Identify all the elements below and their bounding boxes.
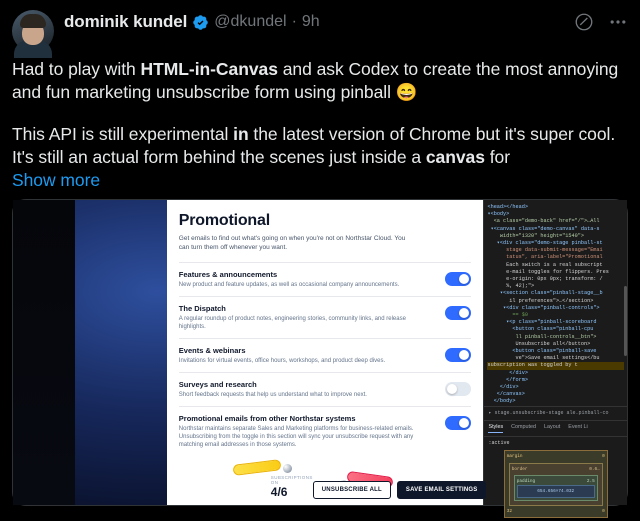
row-title: Promotional emails from other Northstar systems [178, 414, 356, 423]
code-line-highlighted: subscription was toggled by t [487, 362, 624, 369]
grok-icon[interactable] [574, 12, 594, 32]
code-line: Each switch is a real subscript [487, 261, 603, 268]
tab-layout[interactable]: Layout [544, 423, 561, 430]
box-margin-value: 0 [602, 454, 605, 460]
box-model-diagram [504, 450, 608, 518]
devtools-tabs [484, 421, 627, 437]
row-title: Events & webinars [178, 346, 246, 355]
author-handle[interactable]: @dkundel [214, 13, 287, 30]
code-line: <head></head> [487, 204, 528, 210]
row-desc: New product and feature updates, as well as occasional company announcements. [178, 282, 400, 288]
code-line: tatus", aria-label="Promotional [487, 254, 603, 261]
subscription-row[interactable] [179, 406, 472, 456]
verified-badge-icon [192, 14, 209, 31]
tab-computed[interactable]: Computed [511, 423, 537, 430]
code-line: <button class="pinball-cpu [487, 326, 594, 333]
code-line: ▾<section class="pinball-stage__b [487, 290, 603, 297]
form-title: Promotional [178, 212, 270, 229]
row-toggle[interactable] [445, 382, 471, 396]
code-line: %, 42);"> [487, 283, 535, 290]
box-right-value: 0 [602, 509, 605, 515]
author-line [64, 10, 564, 32]
row-desc: Short feedback requests that help us understand what to improve next. [178, 392, 367, 398]
box-border-label: border [511, 466, 528, 472]
devtools-styles-panel [484, 437, 627, 521]
header-actions [574, 10, 628, 32]
devtools-scrollbar[interactable] [624, 286, 627, 356]
row-title: Surveys and research [178, 380, 257, 389]
media-left-gutter [13, 200, 75, 505]
form-subtitle: Get emails to find out what's going on when you're not on Northstar Cloud. You can turn them off whenever you want. [178, 235, 406, 251]
subscription-row[interactable] [179, 262, 472, 296]
counter-label: SUBSCRIPTIONS ON [270, 475, 313, 485]
p2-bold-in: in [233, 124, 249, 144]
code-line: ▾<div class="demo-stage pinball-st [487, 240, 603, 247]
code-line: e-origin: 0px 0px; transform: / [487, 276, 603, 283]
pinball-flipper-yellow[interactable] [232, 459, 281, 476]
code-line: <a class="demo-back" href="/">←All [487, 218, 600, 225]
box-padding-value: 2.5 [586, 478, 595, 484]
unsubscribe-form [167, 200, 484, 505]
save-email-settings-button[interactable]: SAVE EMAIL SETTINGS [397, 481, 487, 499]
subscription-row[interactable] [179, 372, 472, 406]
code-line: </div> [487, 384, 519, 391]
code-line: stage data-submit-message="Emai [487, 247, 603, 254]
code-line: ll pinball-controls__btn"> [487, 333, 597, 340]
tweet-paragraph-2 [12, 123, 628, 169]
counter-value: 4/6 [270, 485, 288, 499]
row-toggle[interactable] [445, 348, 471, 362]
tab-event-listeners[interactable]: Event Li [568, 423, 588, 430]
p2-part-e: for [484, 147, 511, 167]
box-left-value: 32 [506, 509, 513, 515]
tab-styles[interactable]: Styles [488, 424, 503, 433]
tweet-header [12, 10, 628, 52]
code-line: il preferences">…</section> [487, 297, 594, 304]
form-buttons [313, 481, 487, 499]
devtools-breadcrumb[interactable]: ▸ stage.unsubscribe-stage ale.pinball-co [484, 406, 627, 421]
code-line: ▾<body> [487, 211, 510, 218]
separator-dot: · [291, 13, 297, 30]
subscription-row[interactable] [179, 338, 472, 372]
code-line: ▾<div class="pinball-controls"> [487, 304, 600, 311]
p2-part-a: This API is still experimental [12, 124, 234, 144]
row-toggle[interactable] [445, 416, 471, 430]
box-margin-label: margin [506, 454, 523, 460]
row-title: Features & announcements [178, 270, 278, 279]
code-line: == $0 [487, 312, 528, 319]
tweet-text [12, 58, 628, 192]
box-border-value: 0.6… [589, 466, 600, 472]
subscription-counter [271, 475, 313, 499]
unsubscribe-all-button[interactable]: UNSUBSCRIBE ALL [313, 481, 391, 499]
row-desc: Invitations for virtual events, office hours, workshops, and product deep dives. [178, 358, 386, 364]
show-more-link[interactable]: Show more [12, 170, 101, 190]
row-toggle[interactable] [445, 306, 471, 320]
row-desc: Northstar maintains separate Sales and Marketing platforms for business-related emails. Unsubscribing from the toggle in this section will sync your unsubscribe request with any matching email addresses in those systems. [178, 426, 414, 448]
box-content-size: 654.656×74.032 [517, 485, 595, 498]
code-line: </div> [487, 369, 528, 376]
p1-bold-html-in-canvas: HTML-in-Canvas [140, 59, 278, 79]
devtools-pane [483, 200, 627, 515]
styles-selector: :active [488, 440, 510, 447]
pinball-ball [283, 464, 292, 473]
box-padding [514, 475, 598, 501]
devtools-elements-tree[interactable] [484, 200, 627, 406]
p2-bold-canvas: canvas [425, 147, 485, 167]
code-line: </form> [487, 376, 528, 383]
row-desc: A regular roundup of product notes, engineering stories, community links, and release highlights. [178, 316, 406, 330]
author-display-name[interactable]: dominik kundel [64, 12, 188, 31]
avatar[interactable] [12, 10, 54, 52]
code-line: ve">Save email settings</bu [487, 355, 600, 362]
code-line: e-mail toggles for flippers. Pres [487, 268, 609, 275]
row-toggle[interactable] [445, 272, 471, 286]
timestamp[interactable]: 9h [301, 13, 320, 30]
code-line: Unsubscribe all</button> [487, 340, 591, 347]
form-footer [270, 475, 478, 499]
p2-part-c: the latest version of Chrome but it's super cool. It's still an actual form behind the scenes just inside a [12, 124, 616, 167]
code-line: <button class="pinball-save [487, 348, 597, 355]
subscription-row[interactable] [179, 296, 472, 338]
code-line: </canvas> [487, 391, 525, 398]
code-line: ▾<canvas class="demo-canvas" data-s [487, 225, 600, 232]
browser-preview-pane [75, 200, 484, 505]
row-title: The Dispatch [178, 304, 226, 313]
code-line: </body> [487, 398, 516, 405]
box-border [509, 463, 603, 507]
devtools-bottom [484, 406, 627, 521]
p1-emoji: 😄 [395, 82, 418, 102]
p1-part-a: Had to play with [12, 59, 141, 79]
tweet-paragraph-1 [12, 58, 628, 104]
more-options-icon[interactable] [608, 12, 628, 32]
tweet-media-screenshot[interactable] [12, 199, 628, 515]
box-padding-label: padding [516, 478, 536, 484]
p1-part-c: and ask Codex to create the most annoying and fun marketing unsubscribe form using pinball [12, 59, 619, 102]
code-line: ▾<p class="pinball-scoreboard [487, 319, 597, 326]
code-line: width="1320" height="1540"> [487, 232, 584, 239]
